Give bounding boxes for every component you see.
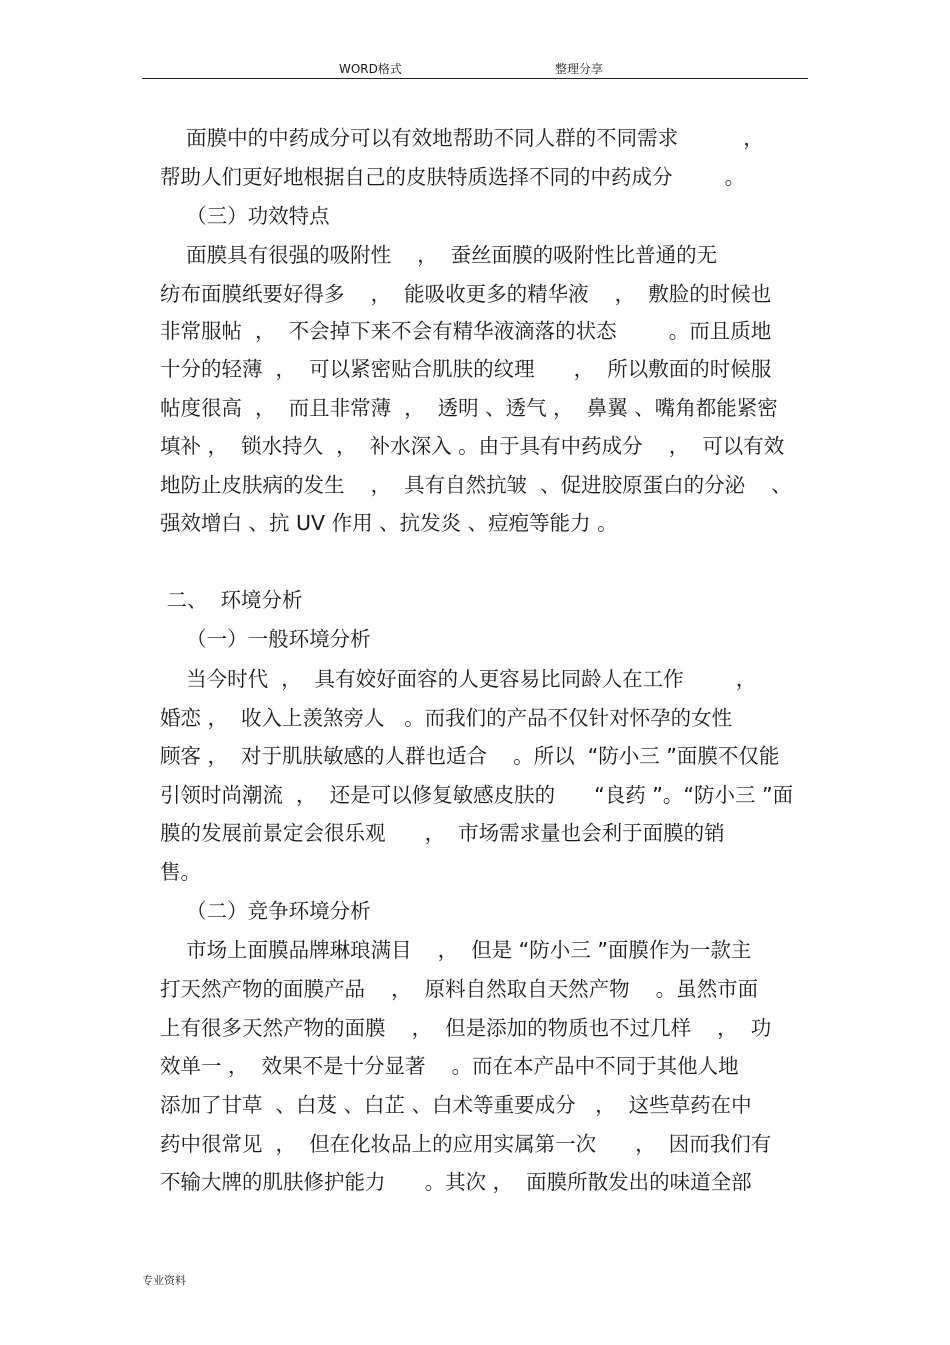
body-line: 药中很常见 ， 但在化妆品上的应用实属第一次 ， 因而我们有 [160, 1132, 772, 1156]
body-line: 当今时代 ， 具有姣好面容的人更容易比同龄人在工作 ， [160, 667, 757, 691]
body-line: 面膜中的中药成分可以有效地帮助不同人群的不同需求 ， [160, 126, 764, 150]
body-line: 引领时尚潮流 ， 还是可以修复敏感皮肤的 “良药 ”。“防小三 ”面 [160, 783, 794, 807]
header-left-text: WORD格式 [339, 62, 402, 76]
body-line: 面膜具有很强的吸附性 ， 蚕丝面膜的吸附性比普通的无 [160, 243, 718, 267]
body-line: 添加了甘草 、白芨 、白芷 、白术等重要成分 ， 这些草药在中 [160, 1093, 752, 1117]
body-line: 膜的发展前景定会很乐观 ， 市场需求量也会利于面膜的销 [160, 821, 725, 845]
body-line: 婚恋 ， 收入上羡煞旁人 。而我们的产品不仅针对怀孕的女性 [160, 706, 733, 730]
body-line: 纺布面膜纸要好得多 ， 能吸收更多的精华液 ， 敷脸的时候也 [160, 282, 772, 306]
body-line: 帮助人们更好地根据自己的皮肤特质选择不同的中药成分 。 [160, 165, 746, 189]
body-line: 售。 [160, 860, 201, 884]
section-subheading: （二）竞争环境分析 [160, 899, 371, 923]
body-line: 市场上面膜品牌琳琅满目 ， 但是 “防小三 ”面膜作为一款主 [160, 938, 752, 962]
section-subheading: （三）功效特点 [160, 204, 330, 228]
body-line: 顾客 ， 对于肌肤敏感的人群也适合 。所以 “防小三 ”面膜不仅能 [160, 744, 780, 768]
body-line: 不输大牌的肌肤修护能力 。其次 ， 面膜所散发出的味道全部 [160, 1170, 752, 1194]
body-line: 上有很多天然产物的面膜 ， 但是添加的物质也不过几样 ， 功 [160, 1016, 772, 1040]
body-line: 打天然产物的面膜产品 ， 原料自然取自天然产物 。虽然市面 [160, 977, 759, 1001]
body-line: 帖度很高 ， 而且非常薄 ， 透明 、透气 ， 鼻翼 、嘴角都能紧密 [160, 396, 778, 420]
body-line: 地防止皮肤病的发生 ， 具有自然抗皱 、促进胶原蛋白的分泌 、 [160, 473, 792, 497]
body-line: 强效增白 、抗 UV 作用 、抗发炎 、痘疱等能力 。 [160, 511, 618, 535]
section-heading: 二、 环境分析 [160, 588, 303, 612]
body-line: 十分的轻薄 ， 可以紧密贴合肌肤的纹理 ， 所以敷面的时候服 [160, 357, 772, 381]
footer-text: 专业资料 [142, 1274, 186, 1287]
header-divider [142, 78, 808, 79]
body-line: 非常服帖 ， 不会掉下来不会有精华液滴落的状态 。而且质地 [160, 319, 772, 343]
section-subheading: （一）一般环境分析 [160, 627, 371, 651]
body-line: 填补 ， 锁水持久 ， 补水深入 。由于具有中药成分 ， 可以有效 [160, 434, 785, 458]
body-line: 效单一 ， 效果不是十分显著 。而在本产品中不同于其他人地 [160, 1054, 739, 1078]
header-right-text: 整理分享 [555, 62, 604, 76]
